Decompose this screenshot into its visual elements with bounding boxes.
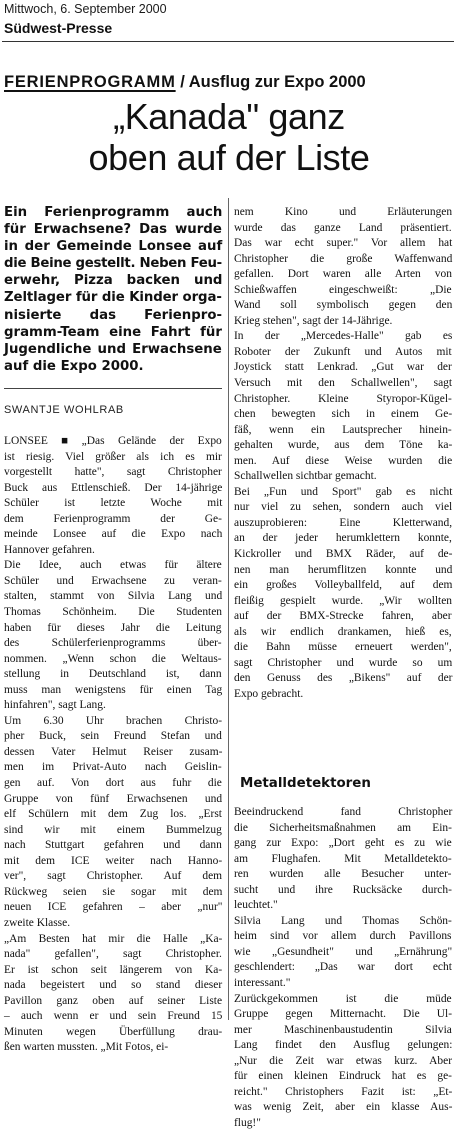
article-kicker (4, 72, 366, 92)
text-line: nisierte das Ferienpro- (4, 307, 223, 323)
body-column-right (234, 205, 458, 703)
text-line: Pavillon ganz oben auf seiner Liste (4, 994, 223, 1007)
article-headline (0, 96, 458, 178)
text-line: fäß, wenn ein Lautsprecher hinein- (234, 423, 452, 436)
text-line: was wenig Zeit, aber ein klasse Aus- (234, 1101, 453, 1114)
text-line: nada begeistert und so stand dieser (4, 979, 223, 992)
author-rule (4, 388, 222, 389)
text-line: Die Idee, auch etwas für ältere (4, 559, 222, 572)
column-divider (228, 198, 229, 1020)
body-column-right-continued (234, 805, 458, 1131)
author-byline: SWANTJE WOHLRAB (4, 404, 124, 416)
text-line: wurde das ganze Land präsentiert. (234, 221, 452, 234)
text-line: nem Kino und Erläuterungen (234, 206, 453, 218)
text-line: auf der BMX-Strecke fahren, aber (234, 610, 452, 623)
text-line: Er ist schon seit längerem von Ka- (4, 963, 223, 976)
text-line: In der „Mercedes-Halle" gab es (234, 330, 453, 343)
text-line: leuchtet." (234, 899, 278, 912)
text-line: Beeindruckend fand Christopher (234, 806, 453, 818)
text-line: Gruppe von fünf Erwachsenen und (4, 792, 223, 805)
text-line: wie „Gesundheit" und „Ernährung" (234, 945, 453, 958)
text-line: flug!" (234, 1116, 261, 1129)
headline-line: oben auf der Liste (88, 137, 370, 178)
text-line: mit dem ICE weiter nach Hanno- (4, 854, 223, 867)
text-line: Expo gebracht. (234, 687, 304, 700)
text-line: neuen ICE gefahren – aber „nur" (4, 901, 223, 914)
text-line: Buck aus Ettlenschieß. Der 14-jährige (4, 481, 223, 494)
text-line: Zurückgekommen ist die müde (234, 992, 452, 1005)
newspaper-name: Südwest-Presse (4, 20, 113, 36)
text-line: für Erwachsene? Das wurde (4, 222, 222, 238)
text-line: ver", sagt Christopher. Auf dem (4, 870, 223, 883)
text-line: gang zur Expo: „Dort geht es zu wie (234, 837, 452, 850)
text-line: nur viel zu sehen, sondern auch viel (234, 501, 453, 514)
text-line: ein großes Volleyballfeld, auf dem (234, 579, 453, 592)
text-line: Hannover gefahren. (4, 543, 95, 556)
text-line: men. Auf diese Weise wurden die (234, 454, 453, 467)
text-line: Wand soll symbolisch gegen den (234, 299, 453, 312)
text-line: interessant." (234, 977, 291, 990)
text-line: – auch wenn er und sein Freund 15 (4, 1010, 223, 1023)
text-line: Kickroller und BMX Räder, auf de- (234, 548, 453, 561)
kicker-section: FERIENPROGRAMM (4, 73, 176, 91)
text-line: Thomas Schönheim. Die Studenten (4, 606, 223, 619)
text-line: nach Stuttgart gefahren und dann (4, 839, 222, 852)
text-line: nommen. „Wenn schon die Weltaus- (4, 652, 222, 665)
text-line: ren wurden alle Besucher unter- (234, 868, 452, 881)
text-line: erwehr, Pizza backen und (4, 273, 223, 289)
text-line: ist riesig. Viel größer als ich es mir (4, 450, 222, 463)
text-line: gehalten wurde, aus dem Töne ka- (234, 439, 453, 452)
text-line: Das war echt super." Vor allem hat (234, 237, 453, 250)
text-line: Schüler ist letzte Woche mit (4, 497, 223, 510)
text-line: Gruppe gegen Mitternacht. Die Ul- (234, 1008, 453, 1021)
text-line: Christopher die große Waffenwand (234, 252, 453, 265)
text-line: sind wir mit einem Bummelzug (4, 823, 222, 836)
text-line: Lang findet den Ausflug gelungen: (234, 1039, 453, 1052)
text-line: die Beine gestellt. Neben Feu- (4, 256, 222, 272)
text-line: Joystick statt Lenkrad. „Gut war der (234, 361, 452, 374)
text-line: men im Privat-Auto nach Geislin- (4, 761, 222, 774)
text-line: vorgestellt hatte", sagt Christopher (4, 466, 222, 479)
text-line: auszuprobieren: Eine Kletterwand, (234, 516, 453, 529)
text-line: nada" gefallen", sagt Christopher. (4, 948, 222, 961)
text-line: geschlendert: „Das war dort echt (234, 961, 452, 974)
text-line: heim sind vor allem durch Pavillons (234, 930, 452, 943)
text-line: die Bahn müsse erneuert werden", (234, 641, 452, 654)
publication-date: Mittwoch, 6. September 2000 (4, 2, 167, 16)
text-line: Silvia Lang und Thomas Schön- (234, 914, 452, 927)
text-line: Schallwellen sichtbar gemacht. (234, 470, 377, 483)
text-line: pher Buck, sein Freund Stefan und (4, 730, 222, 743)
kicker-topic: / Ausflug zur Expo 2000 (175, 73, 366, 91)
text-line: stellung in Deutschland ist, dann (4, 668, 222, 681)
headline-line: „Kanada" ganz (113, 96, 345, 137)
text-line: Schüler und Erwachsene zu veran- (4, 574, 222, 587)
text-line: LONSEE ■ „Das Gelände der Expo (4, 435, 222, 447)
text-line: sucht und ihre Rucksäcke durch- (234, 883, 452, 896)
text-line: die Sicherheitsmaßnahmen am Ein- (234, 821, 452, 834)
text-line: Roboter der Zukunft und Autos mit (234, 345, 452, 358)
text-line: an der jeder herumklettern konnte, (234, 532, 452, 545)
text-line: auf die Expo 2000. (4, 358, 144, 374)
text-line: Minuten wegen Überfüllung drau- (4, 1025, 223, 1038)
text-line: nen man herumflitzen konnte und (234, 563, 453, 576)
text-line: den Genuss des „Bikens" auf der (234, 672, 453, 685)
text-line: Christopher. Kleine Styropor-Kügel- (234, 392, 452, 405)
masthead-rule (2, 41, 454, 42)
text-line: Jugendliche und Erwachsene (4, 341, 222, 357)
text-line: chen bewegten sich in einem Ge- (234, 408, 453, 421)
text-line: zweite Klasse. (4, 916, 71, 929)
text-line: für einen kleinen Eindruck hat es ge- (234, 1070, 452, 1083)
text-line: Krieg stehen", sagt der 14-Jährige. (234, 314, 393, 327)
text-line: stalten, stammt von Silvia Lang und (4, 590, 223, 603)
text-line: Um 6.30 Uhr brachen Christo- (4, 714, 223, 727)
text-line: reicht." Christophers Fazit ist: „Et- (234, 1085, 453, 1098)
text-line: meinde Lonsee auf die Expo nach (4, 528, 223, 541)
text-line: gefallen. Dort waren alle Arten von (234, 268, 452, 281)
text-line: „Am Besten hat mir die Halle „Ka- (4, 932, 223, 945)
article-lead (4, 204, 226, 375)
text-line: „Nur die Zeit war etwas kurz. Aber (234, 1054, 453, 1067)
text-line: sagt Christopher und wurde so um (234, 656, 453, 669)
text-line: dem Ferienprogramm der Ge- (4, 512, 222, 525)
text-line: als wir endlich drankamen, hieß es, (234, 625, 452, 638)
text-line: hinfahren", sagt Lang. (4, 699, 106, 712)
text-line: mer Maschinenbaustudentin Silvia (234, 1023, 452, 1036)
text-line: Versuch mit den Schallwellen", sagt (234, 377, 453, 390)
text-line: fleißig gespielt wurde. „Wir wollten (234, 594, 453, 607)
text-line: elf Schülern mit dem Zug los. „Erst (4, 808, 222, 821)
text-line: am Flughafen. Mit Metalldetekto- (234, 852, 452, 865)
body-column-left (4, 434, 228, 1056)
text-line: gen auf. Von dort aus fuhr die (4, 777, 222, 790)
text-line: Schießwaffen eingeschweißt: „Die (234, 283, 452, 296)
text-line: haben für dieses Jahr die Leitung (4, 621, 222, 634)
text-line: Zeltlager für die Kinder orga- (4, 290, 222, 306)
text-line: Bei „Fun und Sport" gab es nicht (234, 485, 453, 498)
text-line: Rückweg seien sie sogar mit dem (4, 885, 223, 898)
text-line: dessen Vater Helmut Reiser zusam- (4, 745, 223, 758)
text-line: muss man wenigstens für einen Tag (4, 683, 223, 696)
text-line: ßen warten mussten. „Mit Fotos, ei- (4, 1041, 169, 1054)
text-line: Ein Ferienprogramm auch (4, 205, 223, 220)
section-subhead: Metalldetektoren (240, 776, 371, 791)
text-line: in der Gemeinde Lonsee auf (4, 239, 223, 255)
text-line: gramm-Team eine Fahrt für (4, 324, 222, 340)
text-line: des Schülerferienprogramms über- (4, 637, 222, 650)
